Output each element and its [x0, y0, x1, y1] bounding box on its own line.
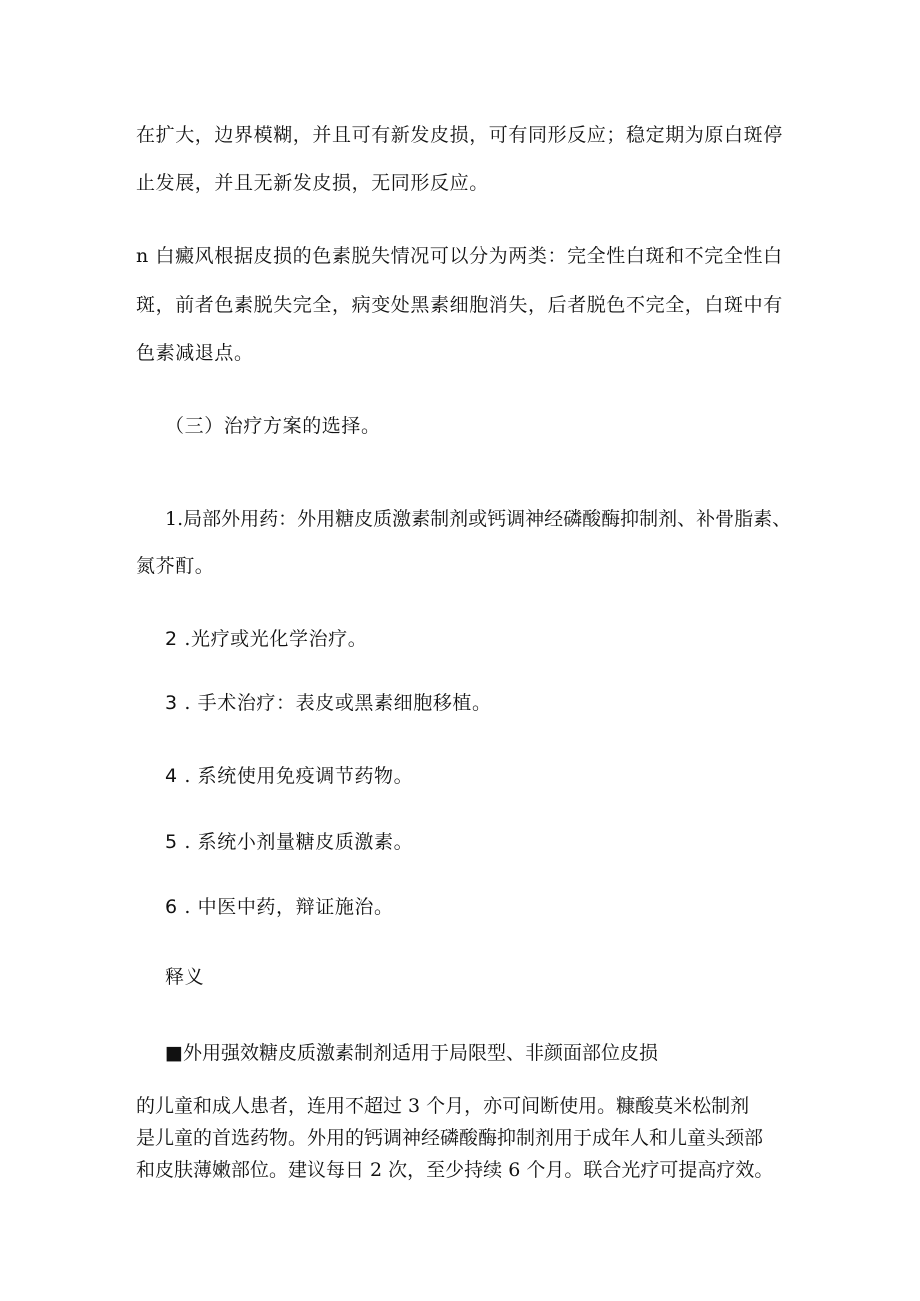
list-item-1-continuation: 氮芥酊。 — [136, 555, 215, 577]
list-item-number: 1. — [165, 508, 184, 530]
list-item-number: 5 — [165, 831, 178, 853]
list-item-text: . 系统使用免疫调节药物。 — [177, 765, 414, 787]
list-item-5 — [165, 829, 825, 855]
list-item-2 — [165, 626, 825, 652]
list-item-text: . 中医中药，辩证施治。 — [177, 896, 394, 918]
list-item-text: 局部外用药：外用糖皮质激素制剂或钙调神经磷酸酶抑制剂、补骨脂素、 — [183, 508, 792, 530]
section-heading: （三）治疗方案的选择。 — [165, 415, 381, 437]
list-item-number: 4 — [165, 765, 178, 787]
paragraph-1-line-1: 在扩大，边界模糊，并且可有新发皮损，可有同形反应；稳定期为原白斑停 — [136, 124, 783, 146]
note-line-4: 和皮肤薄嫩部位。建议每日 2 次，至少持续 6 个月。联合光疗可提高疗效。 — [136, 1159, 774, 1181]
note-line-3: 是儿童的首选药物。外用的钙调神经磷酸酶抑制剂用于成年人和儿童头颈部 — [136, 1127, 764, 1149]
list-item-number: 3 — [165, 692, 178, 714]
list-item-6 — [165, 894, 825, 920]
paragraph-2-line-1: n 白癜风根据皮损的色素脱失情况可以分为两类：完全性白斑和不完全性白 — [136, 245, 783, 267]
paragraph-2-line-2: 斑，前者色素脱失完全，病变处黑素细胞消失，后者脱色不完全，白斑中有 — [136, 294, 783, 316]
paragraph-2-line-3: 色素减退点。 — [136, 342, 254, 364]
list-item-1 — [165, 506, 825, 532]
list-item-3 — [165, 690, 825, 716]
note-line-1: ■外用强效糖皮质激素制剂适用于局限型、非颜面部位皮损 — [165, 1042, 658, 1064]
interpretation-heading: 释义 — [165, 966, 205, 988]
list-item-text: .光疗或光化学治疗。 — [177, 628, 368, 650]
list-item-number: 2 — [165, 628, 178, 650]
list-item-text: . 手术治疗：表皮或黑素细胞移植。 — [177, 692, 492, 714]
list-item-4 — [165, 763, 825, 789]
list-item-text: . 系统小剂量糖皮质激素。 — [177, 831, 414, 853]
list-item-number: 6 — [165, 896, 178, 918]
paragraph-1-line-2: 止发展，并且无新发皮损，无同形反应。 — [136, 172, 489, 194]
note-line-2: 的儿童和成人患者，连用不超过 3 个月，亦可间断使用。糠酸莫米松制剂 — [136, 1095, 750, 1117]
